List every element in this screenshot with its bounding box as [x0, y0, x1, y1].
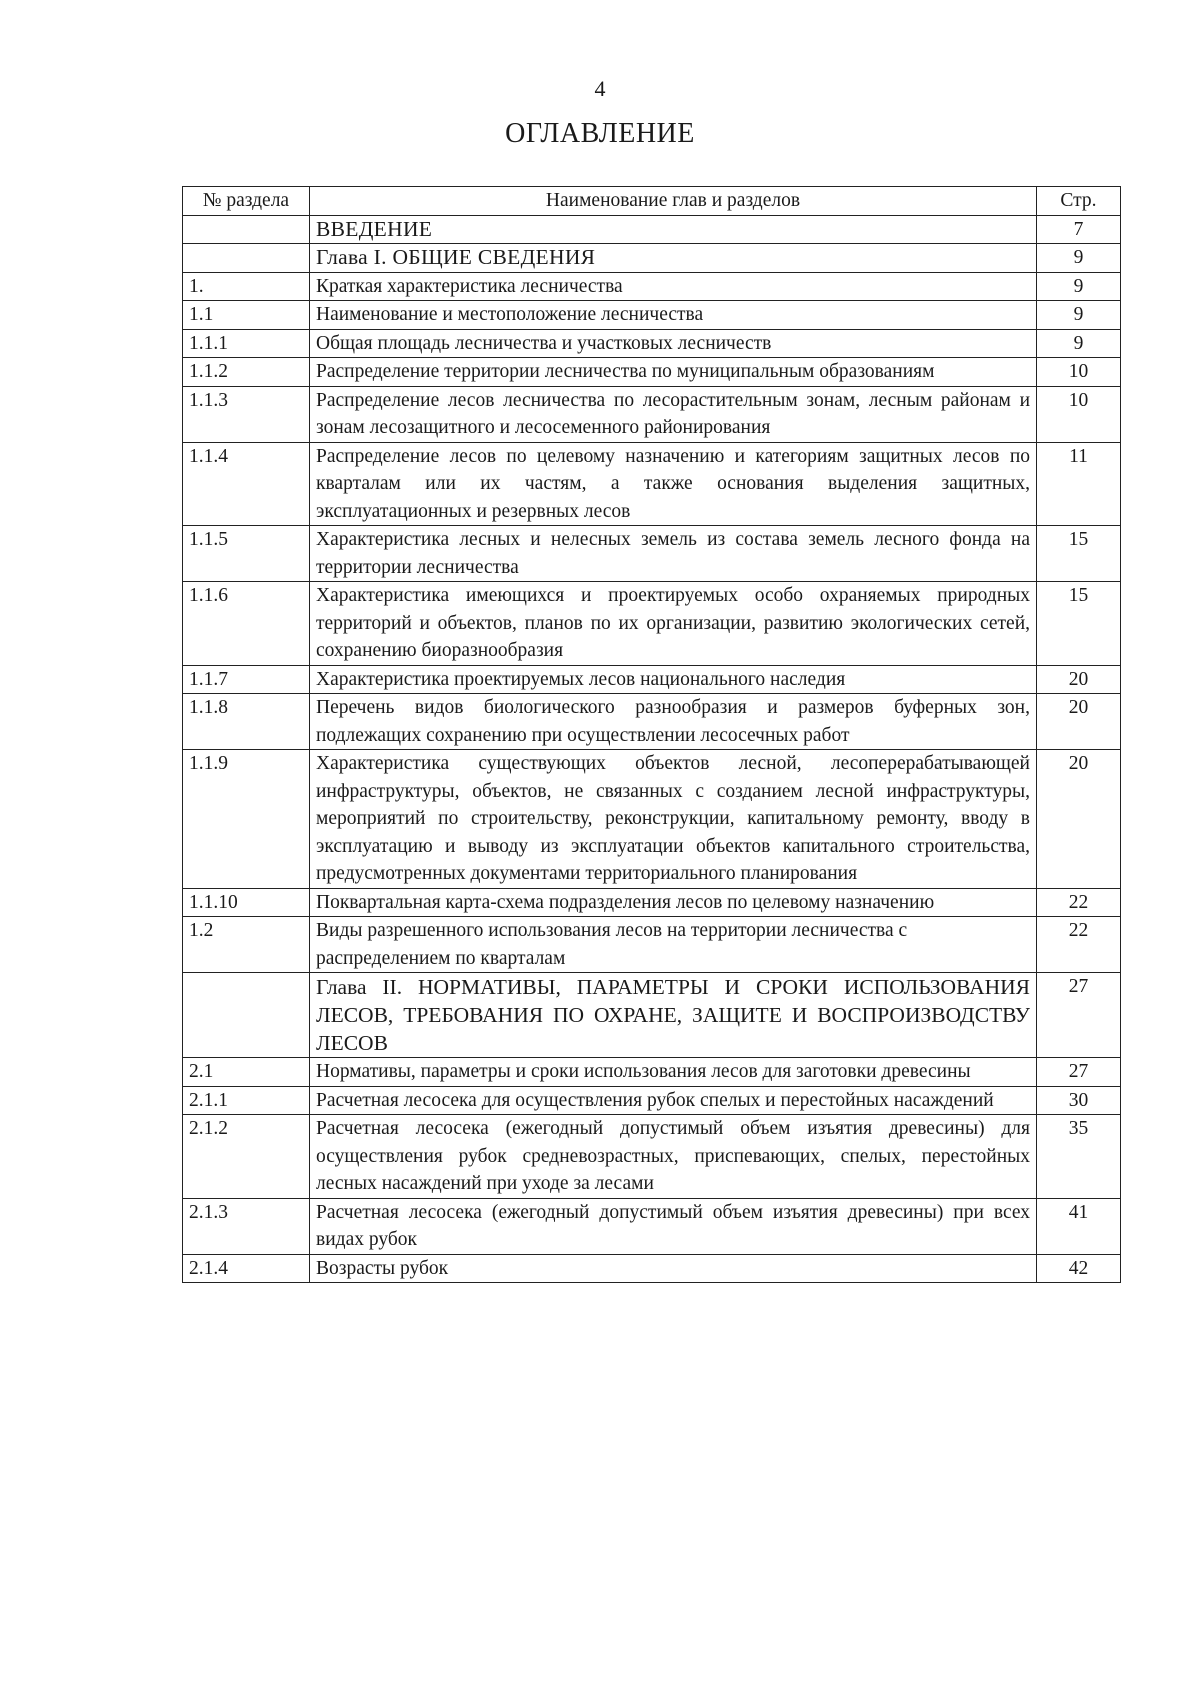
- section-page: 22: [1037, 917, 1121, 973]
- section-page: 11: [1037, 442, 1121, 526]
- toc-row: [183, 694, 1121, 750]
- section-title: Наименование и местоположение лесничества: [310, 301, 1037, 330]
- section-title: Общая площадь лесничества и участковых лесничеств: [310, 329, 1037, 358]
- toc-row: [183, 1198, 1121, 1254]
- section-number: 1.1.7: [183, 665, 310, 694]
- section-number: 1.1.4: [183, 442, 310, 526]
- section-page: 15: [1037, 526, 1121, 582]
- section-page: 30: [1037, 1086, 1121, 1115]
- section-page: 41: [1037, 1198, 1121, 1254]
- section-title: ВВЕДЕНИЕ: [310, 215, 1037, 244]
- section-title: Характеристика имеющихся и проектируемых особо охраняемых природных территорий и объектов, планов по их организации, развитию экологических сетей, сохранению биоразнообразия: [310, 582, 1037, 666]
- section-page: 10: [1037, 386, 1121, 442]
- page-number: 4: [594, 76, 606, 101]
- section-page: 9: [1037, 272, 1121, 301]
- column-header-number-label: № раздела: [202, 190, 290, 211]
- toc-row: [183, 1058, 1121, 1087]
- section-page: 20: [1037, 665, 1121, 694]
- section-number: 1.1.8: [183, 694, 310, 750]
- column-header-page: [1037, 187, 1121, 216]
- column-header-name-label: Наименование глав и разделов: [545, 190, 801, 211]
- section-page: 27: [1037, 1058, 1121, 1087]
- section-number: 1.: [183, 272, 310, 301]
- section-number: [183, 215, 310, 244]
- toc-row: [183, 358, 1121, 387]
- toc-row: [183, 329, 1121, 358]
- table-header-row: [183, 187, 1121, 216]
- section-number: 1.1.10: [183, 888, 310, 917]
- section-title: Перечень видов биологического разнообразия и размеров буферных зон, подлежащих сохранению при осуществлении лесосечных работ: [310, 694, 1037, 750]
- toc-row: [183, 526, 1121, 582]
- section-number: 2.1.3: [183, 1198, 310, 1254]
- column-header-page-label: Стр.: [1060, 190, 1097, 211]
- section-title: Поквартальная карта-схема подразделения лесов по целевому назначению: [310, 888, 1037, 917]
- section-title: Расчетная лесосека для осуществления рубок спелых и перестойных насаждений: [310, 1086, 1037, 1115]
- section-number: 1.1.1: [183, 329, 310, 358]
- toc-row: [183, 244, 1121, 273]
- section-page: 27: [1037, 973, 1121, 1058]
- section-title: Расчетная лесосека (ежегодный допустимый объем изъятия древесины) при всех видах рубок: [310, 1198, 1037, 1254]
- section-page: 9: [1037, 244, 1121, 273]
- section-number: 1.1.9: [183, 750, 310, 889]
- section-title: Характеристика существующих объектов лесной, лесоперерабатывающей инфраструктуры, объектов, не связанных с созданием лесной инфраструктуры, мероприятий по строительству, реконструкции, капитальному ремонту, вводу в эксплуатацию и выводу из эксплуатации объектов капитального строительства, предусмотренных документами территориального планирования: [310, 750, 1037, 889]
- section-title: Распределение лесов лесничества по лесорастительным зонам, лесным районам и зонам лесозащитного и лесосеменного районирования: [310, 386, 1037, 442]
- section-number: 1.1.5: [183, 526, 310, 582]
- section-title: Расчетная лесосека (ежегодный допустимый объем изъятия древесины) для осуществления рубок средневозрастных, приспевающих, спелых, перестойных лесных насаждений при уходе за лесами: [310, 1115, 1037, 1199]
- section-title: Глава I. ОБЩИЕ СВЕДЕНИЯ: [310, 244, 1037, 273]
- section-page: 20: [1037, 750, 1121, 889]
- document-title: ОГЛАВЛЕНИЕ: [505, 118, 695, 149]
- section-title: Распределение лесов по целевому назначению и категориям защитных лесов по кварталам или их частям, а также основания выделения защитных, эксплуатационных и резервных лесов: [310, 442, 1037, 526]
- section-number: 1.1.2: [183, 358, 310, 387]
- toc-row: [183, 215, 1121, 244]
- toc-row: [183, 386, 1121, 442]
- toc-row: [183, 582, 1121, 666]
- toc-row: [183, 301, 1121, 330]
- section-number: 1.2: [183, 917, 310, 973]
- section-title: Виды разрешенного использования лесов на территории лесничества с распределением по кварталам: [310, 917, 1037, 973]
- section-page: 22: [1037, 888, 1121, 917]
- section-number: 2.1.1: [183, 1086, 310, 1115]
- toc-row: [183, 665, 1121, 694]
- section-number: [183, 244, 310, 273]
- section-page: 9: [1037, 329, 1121, 358]
- section-number: 2.1.4: [183, 1254, 310, 1283]
- section-title: Глава II. НОРМАТИВЫ, ПАРАМЕТРЫ И СРОКИ ИСПОЛЬЗОВАНИЯ ЛЕСОВ, ТРЕБОВАНИЯ ПО ОХРАНЕ, ЗАЩИТЕ И ВОСПРОИЗВОДСТВУ ЛЕСОВ: [310, 973, 1037, 1058]
- toc-row: [183, 442, 1121, 526]
- section-page: 9: [1037, 301, 1121, 330]
- section-page: 15: [1037, 582, 1121, 666]
- toc-row: [183, 888, 1121, 917]
- section-title: Характеристика проектируемых лесов национального наследия: [310, 665, 1037, 694]
- section-title: Характеристика лесных и нелесных земель из состава земель лесного фонда на территории лесничества: [310, 526, 1037, 582]
- section-number: 2.1: [183, 1058, 310, 1087]
- toc-row: [183, 1254, 1121, 1283]
- toc-row: [183, 973, 1121, 1058]
- section-page: 35: [1037, 1115, 1121, 1199]
- toc-row: [183, 1086, 1121, 1115]
- toc-row: [183, 272, 1121, 301]
- section-page: 10: [1037, 358, 1121, 387]
- toc-row: [183, 1115, 1121, 1199]
- section-title: Нормативы, параметры и сроки использования лесов для заготовки древесины: [310, 1058, 1037, 1087]
- section-title: Краткая характеристика лесничества: [310, 272, 1037, 301]
- section-number: 2.1.2: [183, 1115, 310, 1199]
- section-title: Возрасты рубок: [310, 1254, 1037, 1283]
- table-of-contents: [182, 186, 1121, 1283]
- toc-row: [183, 917, 1121, 973]
- section-title: Распределение территории лесничества по муниципальным образованиям: [310, 358, 1037, 387]
- column-header-name: [310, 187, 1037, 216]
- section-number: 1.1: [183, 301, 310, 330]
- section-number: [183, 973, 310, 1058]
- section-number: 1.1.3: [183, 386, 310, 442]
- section-page: 7: [1037, 215, 1121, 244]
- table-body: [183, 215, 1121, 1283]
- toc-row: [183, 750, 1121, 889]
- section-page: 42: [1037, 1254, 1121, 1283]
- column-header-number: [183, 187, 310, 216]
- section-number: 1.1.6: [183, 582, 310, 666]
- section-page: 20: [1037, 694, 1121, 750]
